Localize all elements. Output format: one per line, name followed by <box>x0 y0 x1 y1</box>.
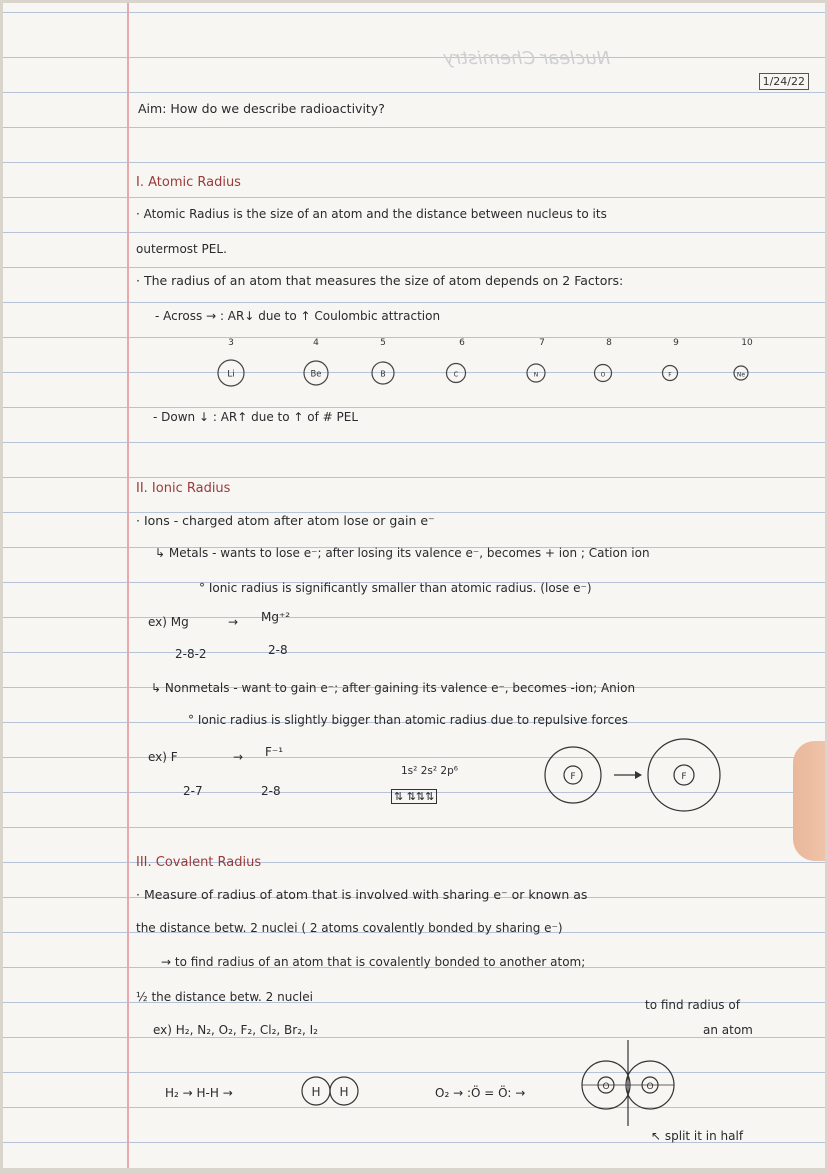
atom-symbol-o: O <box>600 371 606 379</box>
bleed-through-title: Nuclear Chemistry <box>443 48 611 69</box>
atomic-number-4: 4 <box>313 338 319 348</box>
o-atom-label-2: O <box>646 1082 654 1092</box>
mg-example-right: Mg⁺² <box>261 610 291 624</box>
nonmetals-radius-line: ° Ionic radius is slightly bigger than atomic radius due to repulsive forces <box>188 713 628 727</box>
atom-symbol-c: C <box>453 370 459 379</box>
f-config-left: 2-7 <box>183 784 203 798</box>
atom-symbol-f: F <box>668 371 672 379</box>
section3-heading: III. Covalent Radius <box>136 855 262 870</box>
orbital-boxes: ⇅ ⇅⇅⇅ <box>391 789 437 804</box>
mg-config-right: 2-8 <box>268 643 288 657</box>
find-radius-note: to find radius of <box>645 998 740 1012</box>
h2-example: H₂ → H-H → <box>165 1086 233 1100</box>
thumb-edge <box>793 741 825 861</box>
f-arrow: → <box>233 750 244 764</box>
section1-def-line1: · Atomic Radius is the size of an atom and the distance between nucleus to its <box>136 207 607 221</box>
covalent-examples: ex) H₂, N₂, O₂, F₂, Cl₂, Br₂, I₂ <box>153 1023 318 1037</box>
section1-heading: I. Atomic Radius <box>136 175 241 190</box>
mg-example-left: ex) Mg <box>148 615 189 629</box>
h-atom-label-1: H <box>311 1085 321 1099</box>
atomic-number-8: 8 <box>606 338 612 348</box>
fluorine-ion-diagram <box>539 738 739 818</box>
find-radius-note2: an atom <box>703 1023 753 1037</box>
o2-example: O₂ → :Ö = Ö: → <box>435 1086 526 1100</box>
metals-radius-line: ° Ionic radius is significantly smaller than atomic radius. (lose e⁻) <box>199 581 592 595</box>
covalent-line2: the distance betw. 2 nuclei ( 2 atoms covalently bonded by sharing e⁻) <box>136 921 563 935</box>
covalent-line4: ½ the distance betw. 2 nuclei <box>136 990 313 1004</box>
h2-diagram <box>298 1071 378 1111</box>
down-line: - Down ↓ : AR↑ due to ↑ of # PEL <box>153 410 359 424</box>
atomic-number-10: 10 <box>741 338 753 348</box>
f-config-right: 2-8 <box>261 784 281 798</box>
margin-line <box>127 3 129 1168</box>
atomic-number-9: 9 <box>673 338 679 348</box>
section2-heading: II. Ionic Radius <box>136 481 231 496</box>
f-ion-label: F <box>681 772 687 782</box>
atom-symbol-b: B <box>380 369 386 379</box>
notebook-page <box>3 3 825 1168</box>
section1-def-line2: outermost PEL. <box>136 242 227 256</box>
section1-radius-line: · The radius of an atom that measures the size of atom depends on 2 Factors: <box>136 273 624 288</box>
atom-symbol-li: Li <box>227 369 235 380</box>
nonmetals-line: ↳ Nonmetals - want to gain e⁻; after gaining its valence e⁻, becomes -ion; Anion <box>151 681 636 695</box>
atom-symbol-n: N <box>533 371 539 379</box>
date-box: 1/24/22 <box>759 73 809 90</box>
o2-split-diagram <box>578 1038 678 1128</box>
f-example-left: ex) F <box>148 750 178 764</box>
ions-line: · Ions - charged atom after atom lose or gain e⁻ <box>136 513 435 528</box>
atomic-number-6: 6 <box>459 338 465 348</box>
aim-line: Aim: How do we describe radioactivity? <box>138 101 385 116</box>
atomic-number-7: 7 <box>539 338 545 348</box>
orbital-notation: 1s² 2s² 2p⁶ <box>401 765 458 777</box>
mg-arrow: → <box>228 615 239 629</box>
atomic-number-5: 5 <box>380 338 386 348</box>
mg-config-left: 2-8-2 <box>175 647 207 661</box>
across-line: - Across → : AR↓ due to ↑ Coulombic attraction <box>155 309 441 323</box>
o-atom-label-1: O <box>602 1082 610 1092</box>
atomic-radius-trend-diagram <box>3 333 825 393</box>
h-atom-label-2: H <box>339 1085 349 1099</box>
covalent-line1: · Measure of radius of atom that is involved with sharing e⁻ or known as <box>136 887 588 902</box>
covalent-line3: → to find radius of an atom that is covalently bonded to another atom; <box>161 955 586 969</box>
atomic-number-3: 3 <box>228 338 234 348</box>
split-note: ↖ split it in half <box>651 1129 744 1143</box>
atom-symbol-be: Be <box>310 368 322 379</box>
atom-symbol-ne: Ne <box>736 371 746 379</box>
f-atom-label: F <box>570 772 576 782</box>
metals-line: ↳ Metals - wants to lose e⁻; after losing its valence e⁻, becomes + ion ; Cation ion <box>155 546 650 560</box>
f-example-right: F⁻¹ <box>265 745 284 759</box>
